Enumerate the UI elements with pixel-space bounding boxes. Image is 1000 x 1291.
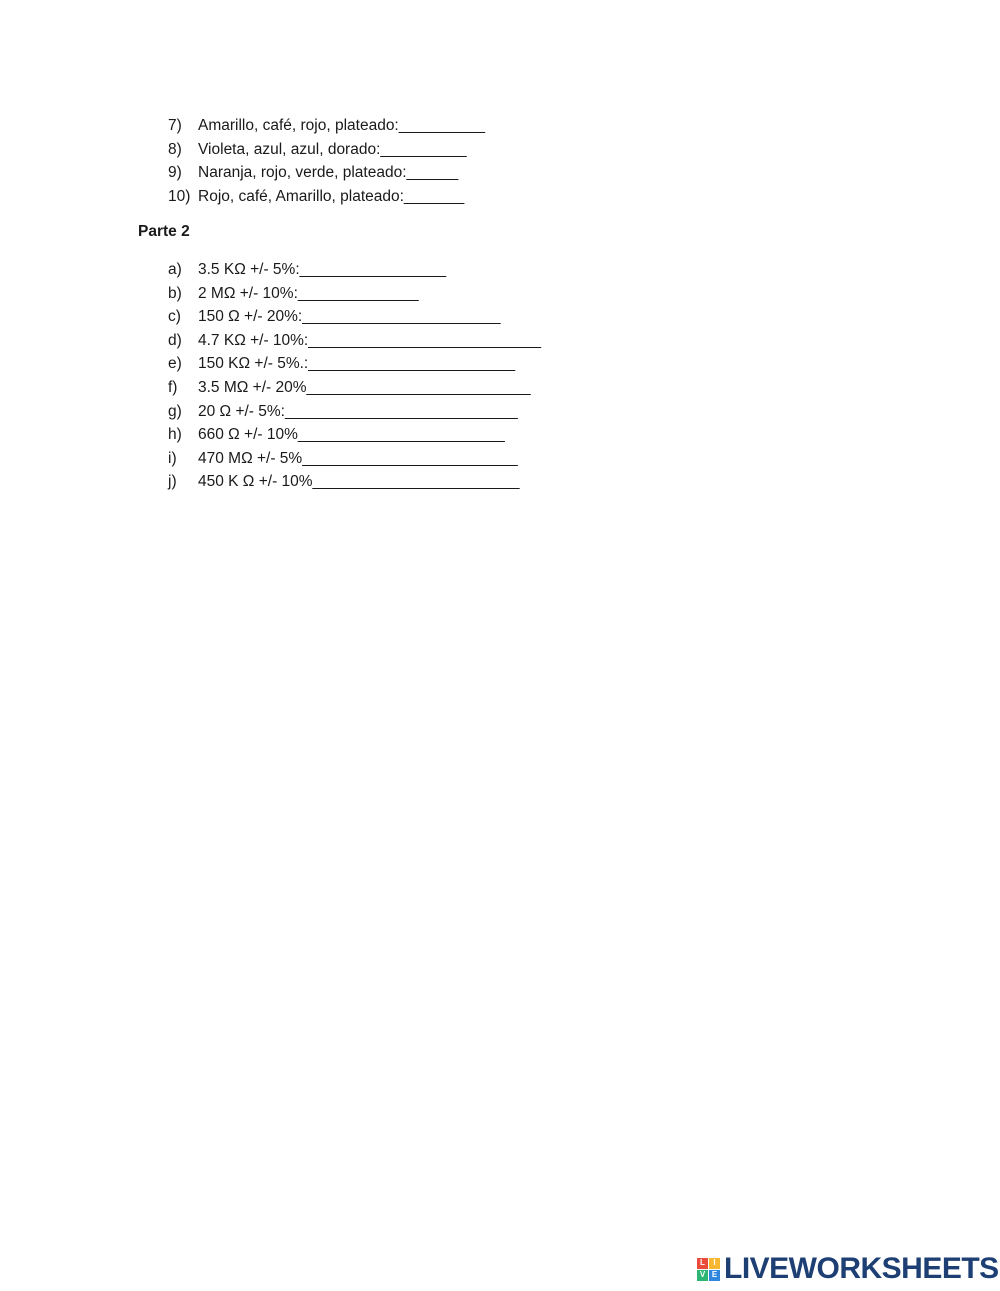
list-item — [168, 470, 541, 494]
item-text: Violeta, azul, azul, dorado:__________ — [198, 140, 467, 158]
item-text: 4.7 KΩ +/- 10%:___________________________ — [198, 331, 541, 349]
list-item — [168, 282, 541, 306]
logo-block: I — [709, 1258, 720, 1269]
item-number: b) — [168, 284, 182, 302]
item-text: 3.5 MΩ +/- 20%__________________________ — [198, 378, 531, 396]
item-number: f) — [168, 378, 178, 396]
item-text: 20 Ω +/- 5%:___________________________ — [198, 402, 518, 420]
list-item — [168, 329, 541, 353]
item-text: Naranja, rojo, verde, plateado:______ — [198, 164, 459, 182]
list-item — [168, 376, 541, 400]
item-text: Rojo, café, Amarillo, plateado:_______ — [198, 187, 465, 205]
item-number: d) — [168, 331, 182, 349]
item-number: i) — [168, 449, 177, 467]
item-text: 2 MΩ +/- 10%:______________ — [198, 284, 419, 302]
list-item — [168, 161, 485, 185]
list-item — [168, 114, 485, 138]
logo-blocks-icon — [697, 1258, 720, 1281]
item-number: 7) — [168, 117, 182, 134]
part2-heading: Parte 2 — [138, 223, 190, 240]
logo-block: L — [697, 1258, 708, 1269]
logo-block: E — [709, 1270, 720, 1281]
item-number: c) — [168, 308, 181, 326]
item-text: 3.5 KΩ +/- 5%:_________________ — [198, 261, 447, 278]
item-number: j) — [168, 473, 177, 491]
item-number: g) — [168, 402, 182, 420]
part1-list — [168, 114, 485, 208]
item-text: 150 Ω +/- 20%:_______________________ — [198, 308, 501, 326]
list-item — [168, 423, 541, 447]
list-item — [168, 258, 541, 282]
list-item — [168, 400, 541, 424]
list-item — [168, 447, 541, 471]
list-item — [168, 138, 485, 162]
item-number: e) — [168, 355, 182, 373]
item-text: 450 K Ω +/- 10%________________________ — [198, 473, 520, 491]
logo-text: LIVEWORKSHEETS — [724, 1252, 999, 1285]
item-text: 150 KΩ +/- 5%.:________________________ — [198, 355, 516, 373]
item-number: 8) — [168, 140, 182, 158]
item-text: 660 Ω +/- 10%________________________ — [198, 426, 505, 444]
item-number: a) — [168, 261, 182, 278]
item-number: 10) — [168, 187, 191, 205]
item-number: h) — [168, 426, 182, 444]
list-item — [168, 352, 541, 376]
item-text: 470 MΩ +/- 5%_________________________ — [198, 449, 518, 467]
item-text: Amarillo, café, rojo, plateado:__________ — [198, 117, 485, 134]
list-item — [168, 305, 541, 329]
item-number: 9) — [168, 164, 182, 182]
list-item — [168, 185, 485, 209]
liveworksheets-logo[interactable] — [697, 1254, 999, 1284]
logo-block: V — [697, 1270, 708, 1281]
part2-list — [168, 258, 541, 494]
